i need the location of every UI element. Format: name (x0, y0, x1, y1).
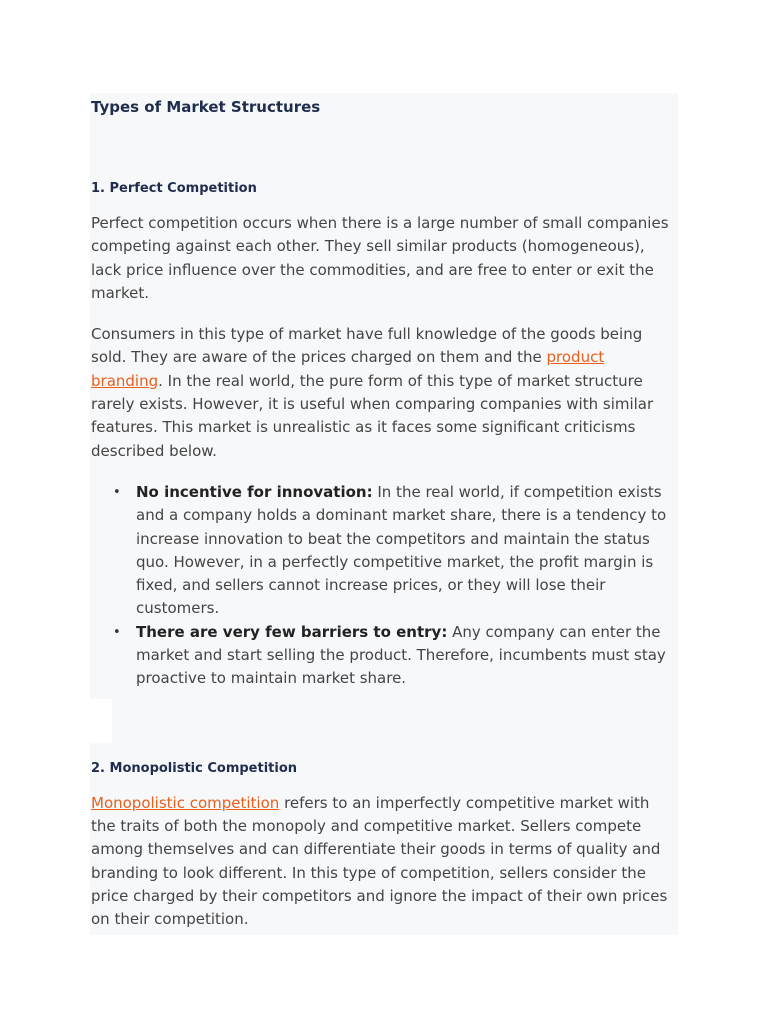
article (90, 93, 678, 935)
criticisms-list-block (90, 481, 678, 699)
product-branding-link[interactable]: product branding (91, 348, 605, 390)
section-heading-perfect-competition: 1. Perfect Competition (91, 181, 257, 196)
paragraph-text: . In the real world, the pure form of this type of market structure rarely exists. However, it is useful when comparing companies with similar features. This market is unrealistic as it faces some significant criticisms described below. (91, 371, 654, 460)
paragraph-consumer-knowledge (90, 323, 678, 463)
article-top-block (90, 93, 678, 481)
paragraph-perfect-competition-intro: Perfect competition occurs when there is a large number of small companies competing against each other. They sell similar products (homogeneous), lack price influence over the commodities, and are free to enter or exit the market. (91, 214, 669, 302)
article-bottom-block (90, 743, 678, 936)
list-item-text: Any company can enter the market and start selling the product. Therefore, incumbents must stay proactive to maintain market share. (136, 622, 666, 688)
page-title: Types of Market Structures (91, 98, 321, 116)
paragraph-text: refers to an imperfectly competitive market with the traits of both the monopoly and competitive market. Sellers compete among themselves and can differentiate their goods in terms of quality and branding to look different. In this type of competition, sellers consider the price charged by their competitors and ignore the impact of their own prices on their competition. (91, 793, 668, 929)
criticisms-list (90, 481, 678, 691)
list-item-label: There are very few barriers to entry: (136, 622, 448, 641)
list-item (113, 481, 678, 621)
list-item-label: No incentive for innovation: (136, 482, 373, 501)
paragraph-monopolistic-competition (90, 792, 678, 932)
section-heading-monopolistic-competition: 2. Monopolistic Competition (91, 760, 298, 776)
list-item (113, 621, 678, 691)
list-item-text: In the real world, if competition exists and a company holds a dominant market share, there is a tendency to increase innovation to beat the competitors and maintain the status quo. However, in a perfectly competitive market, the profit margin is fixed, and sellers cannot increase prices, or they will lose their customers. (136, 482, 667, 618)
paragraph-text: Consumers in this type of market have full knowledge of the goods being sold. They are aware of the prices charged on them and the (91, 325, 643, 367)
bullet-icon: • (113, 624, 121, 640)
bullet-icon: • (113, 484, 121, 500)
monopolistic-competition-link[interactable]: Monopolistic competition (91, 793, 280, 812)
